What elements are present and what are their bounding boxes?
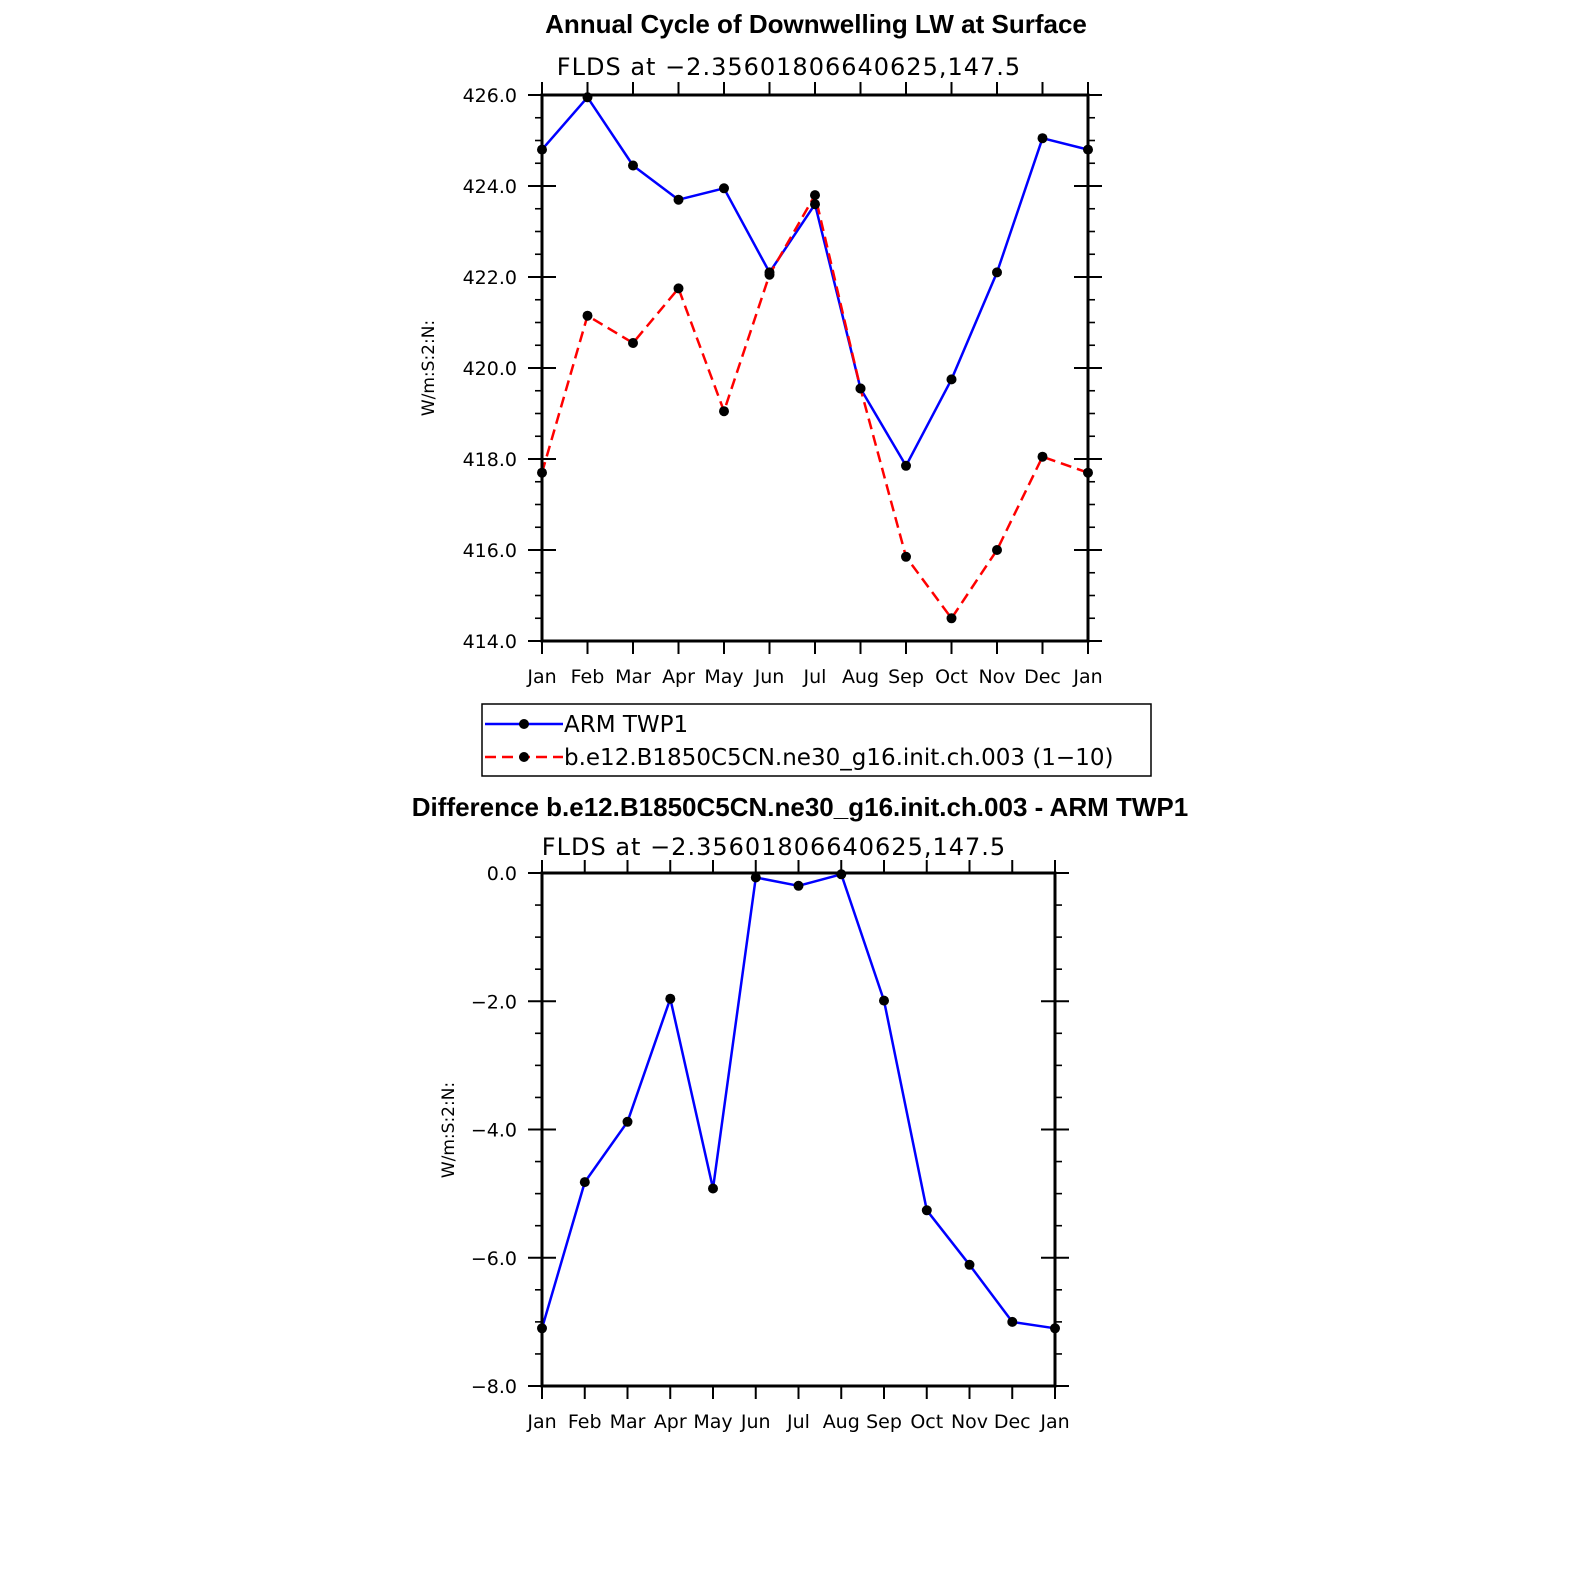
x-tick-label: Jan [527, 666, 557, 688]
x-tick-label: Jan [527, 1411, 557, 1433]
series-line-0 [542, 97, 1088, 466]
y-tick-labels [471, 863, 517, 1398]
x-tick-label: Aug [822, 1411, 860, 1433]
legend-marker-arm [519, 719, 529, 729]
series-0-point [708, 1184, 718, 1194]
y-tick-label: −2.0 [470, 991, 517, 1014]
chart-subtitle: FLDS at −2.35601806640625,147.5 [556, 53, 1022, 81]
series-1-point [901, 552, 911, 562]
x-tick-label: Jun [740, 1411, 771, 1433]
x-tick-label: Sep [866, 1411, 902, 1433]
plot-series [537, 92, 1093, 623]
y-tick-label: 422.0 [462, 267, 517, 289]
x-tick-label: Jan [1073, 666, 1103, 688]
series-1-point [947, 613, 957, 623]
series-1-point [992, 545, 1002, 555]
x-tick-label: Nov [950, 1411, 989, 1433]
series-1-point [1038, 452, 1048, 462]
chart-difference [412, 792, 1188, 1433]
y-tick-label: 416.0 [462, 540, 517, 562]
y-tick-labels [463, 85, 517, 653]
legend-label-arm: ARM TWP1 [564, 712, 689, 738]
y-tick-label: 414.0 [462, 631, 517, 653]
series-0-point [1038, 133, 1048, 143]
y-tick-label: −8.0 [470, 1376, 517, 1398]
x-tick-label: Jun [754, 666, 785, 688]
plot-frame [542, 95, 1088, 641]
x-tick-label: Apr [653, 1411, 687, 1433]
y-axis-label: W/m:S:2:N: [439, 1081, 459, 1179]
plot-series [537, 869, 1060, 1333]
x-tick-label: Apr [662, 666, 695, 688]
series-0-point [665, 994, 675, 1004]
x-tick-label: Sep [888, 666, 924, 688]
chart-subtitle: FLDS at −2.35601806640625,147.5 [541, 833, 1007, 861]
series-0-point [992, 267, 1002, 277]
chart-title: Annual Cycle of Downwelling LW at Surface [545, 9, 1087, 39]
y-tick-label: 420.0 [462, 358, 517, 380]
series-1-point [583, 311, 593, 321]
series-0-point [1007, 1317, 1017, 1327]
series-line-1 [542, 195, 1088, 618]
series-1-point [810, 190, 820, 200]
x-tick-label: May [704, 666, 744, 688]
y-tick-label: −6.0 [470, 1247, 517, 1270]
series-0-point [794, 881, 804, 891]
x-tick-label: Dec [993, 1411, 1031, 1433]
x-tick-label: Dec [1024, 666, 1061, 688]
x-tick-label: Nov [978, 666, 1016, 688]
legend [482, 704, 1151, 776]
series-0-point [901, 461, 911, 471]
x-tick-label: Jan [1040, 1411, 1070, 1433]
x-tick-label: Feb [570, 666, 605, 688]
series-0-point [623, 1117, 633, 1127]
x-tick-label: Oct [910, 1411, 944, 1433]
chart-title: Difference b.e12.B1850C5CN.ne30_g16.init.ch.003 - ARM TWP1 [411, 792, 1189, 822]
x-tick-label: Mar [609, 1411, 646, 1433]
series-1-point [719, 406, 729, 416]
y-tick-label: 418.0 [462, 449, 517, 471]
legend-label-model: b.e12.B1850C5CN.ne30_g16.init.ch.003 (1−10) [564, 745, 1114, 771]
axis-ticks [528, 860, 1069, 1399]
series-1-point [856, 384, 866, 394]
axis-ticks [528, 82, 1102, 654]
series-0-point [922, 1205, 932, 1215]
chart-annual-cycle [419, 9, 1103, 688]
series-0-point [674, 195, 684, 205]
plot-frame [542, 873, 1055, 1386]
series-0-point [628, 161, 638, 171]
x-tick-label: Aug [841, 666, 880, 688]
y-tick-label: 0.0 [486, 863, 517, 885]
x-tick-label: Feb [567, 1411, 602, 1433]
series-0-point [810, 199, 820, 209]
series-0-point [580, 1177, 590, 1187]
series-0-point [965, 1260, 975, 1270]
legend-marker-model [519, 752, 529, 762]
y-tick-label: 426.0 [462, 85, 517, 107]
series-1-point [674, 283, 684, 293]
x-tick-label: Mar [615, 666, 651, 688]
series-0-point [879, 996, 889, 1006]
y-tick-label: 424.0 [462, 176, 517, 198]
x-tick-labels [526, 1411, 1069, 1433]
series-0-point [719, 183, 729, 193]
x-tick-labels [526, 666, 1102, 688]
series-1-point [765, 270, 775, 280]
series-1-point [628, 338, 638, 348]
series-line-0 [542, 874, 1055, 1328]
series-0-point [947, 374, 957, 384]
x-tick-label: May [693, 1411, 733, 1433]
x-tick-label: Jul [787, 1411, 810, 1433]
y-tick-label: −4.0 [470, 1119, 517, 1142]
y-axis-label: W/m:S:2:N: [419, 319, 439, 417]
x-tick-label: Oct [935, 666, 968, 688]
x-tick-label: Jul [803, 666, 827, 688]
